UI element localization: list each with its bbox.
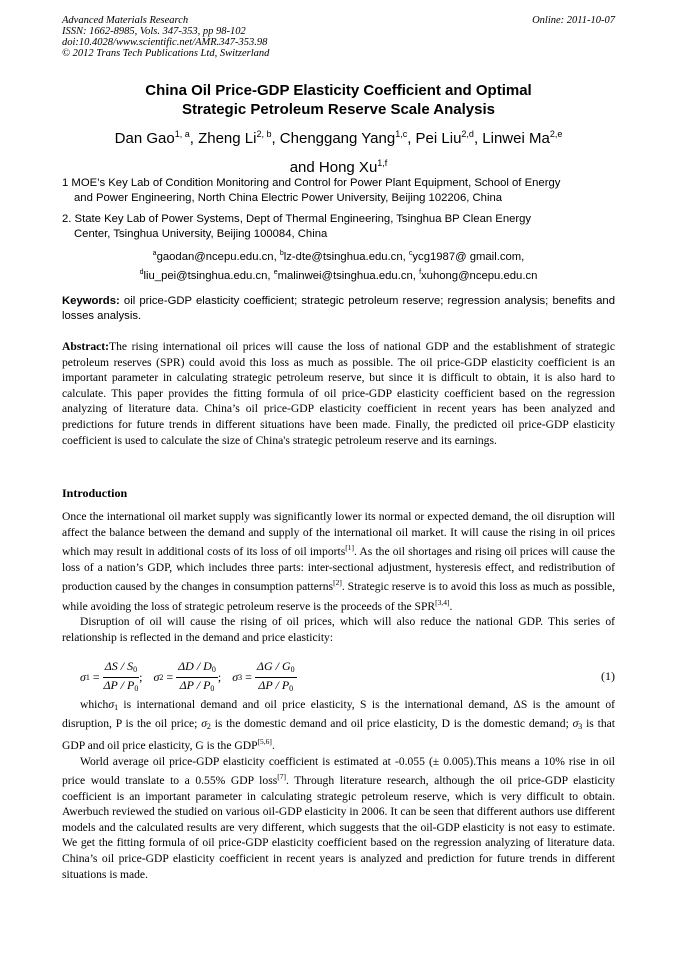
fraction xyxy=(255,659,297,696)
sigma-index: 3 xyxy=(578,721,583,731)
paper-title xyxy=(62,81,615,119)
doi: doi:10.4028/www.scientific.net/AMR.347-353.98 xyxy=(62,37,268,48)
title-line-2: Strategic Petroleum Reserve Scale Analysis xyxy=(182,101,495,118)
intro-text: . As the oil shortages and rising oil prices will cause the loss of a nation’s GDP, which includes three parts: inter-sectional adjustment, hysteresis effect, and redistribution of production caused by the changes in consumption patterns xyxy=(62,545,615,594)
author-name: Zheng Li xyxy=(198,130,257,147)
authors-and: and xyxy=(289,159,315,176)
email-sup: f xyxy=(419,268,422,276)
intro-text: Disruption of oil will cause the rising of oil prices, which will also reduce the national GDP. This series of relationship is reflected in the demand and price elasticity: xyxy=(62,615,615,644)
equation-number: (1) xyxy=(601,669,615,683)
equals-sign: = xyxy=(245,670,252,684)
sigma-index: 3 xyxy=(238,673,243,682)
citation: [7] xyxy=(277,772,286,782)
intro-text: is international demand and oil price elasticity, S is the international demand, xyxy=(118,698,514,711)
author-sup: 1, a xyxy=(174,129,190,139)
author-name: Pei Liu xyxy=(415,130,462,147)
intro-paragraph-2 xyxy=(62,614,615,645)
denominator: ΔP / P xyxy=(103,678,135,692)
subscript: 0 xyxy=(290,665,295,674)
denominator: ΔP / P xyxy=(258,678,290,692)
email-sup: c xyxy=(408,250,413,257)
copyright: © 2012 Trans Tech Publications Ltd, Switzerland xyxy=(62,48,270,59)
email-sup: a xyxy=(152,250,157,257)
equation-term-3 xyxy=(232,659,296,696)
sigma-index: 2 xyxy=(159,673,164,682)
author-name: Linwei Ma xyxy=(482,130,550,147)
intro-text: . xyxy=(449,599,453,613)
denominator: ΔP / P xyxy=(179,678,211,692)
introduction-body-1 xyxy=(62,509,615,645)
author-sup: 1,c xyxy=(395,129,408,139)
subscript: 0 xyxy=(211,665,216,674)
sigma-symbol: σ xyxy=(572,716,579,730)
keywords xyxy=(62,294,615,324)
fraction xyxy=(176,659,218,696)
author-sup: 2, b xyxy=(256,129,272,139)
title-line-1: China Oil Price-GDP Elasticity Coefficient and Optimal xyxy=(145,82,532,99)
email-sup: e xyxy=(273,268,278,276)
keywords-label: Keywords: xyxy=(62,295,120,307)
fraction xyxy=(103,659,139,696)
intro-text: is the domestic demand and oil price elasticity, D is the domestic demand; xyxy=(210,716,573,730)
email-sup: d xyxy=(139,268,144,276)
email-address: lz-dte@tsinghua.edu.cn, xyxy=(283,250,406,263)
journal-header xyxy=(62,15,269,59)
issn: ISSN: 1662-8985, Vols. 347-353, pp 98-102 xyxy=(62,26,246,37)
intro-text: . Through literature research, although the oil price-GDP elasticity coefficient is an important parameter in calculating strategic petroleum reserve, which is very difficult to obtain. Awerbuch reviewed the studied on various oil-GDP elasticity in 2006. It can be seen that different authors use different models and the calculated results are very different, which suggests that the oil-GDP elasticity is not easy to estimate. We get the fitting formula of oil price-GDP elasticity coefficient based on the regression analyzing of literature data. China’s oil price-GDP elasticity coefficient in recent years is analyzed and prediction for future trends in different situations is made. xyxy=(62,774,615,881)
equals-sign: = xyxy=(166,670,174,684)
equation-term-2 xyxy=(153,659,221,696)
journal-name: Advanced Materials Research xyxy=(62,15,189,26)
keywords-text: oil price-GDP elasticity coefficient; strategic petroleum reserve; regression analysis; benefits and losses analysis. xyxy=(62,295,615,322)
email-sup: b xyxy=(279,250,284,257)
intro-text: . xyxy=(271,739,275,753)
author-name: Dan Gao xyxy=(114,130,175,147)
intro-paragraph-3 xyxy=(62,697,615,754)
affiliation-1-line-2: and Power Engineering, North China Electric Power University, Beijing 102206, China xyxy=(74,192,503,204)
sigma-symbol: σ xyxy=(232,670,239,684)
sigma-index: 2 xyxy=(206,721,211,731)
intro-text: Once the international oil market supply was significantly lower its normal or expected demand, the oil disruption will affect the balance between the demand and supply of the international oil market. It will cause the rising in oil prices which may result in additional costs of its loss of oil imports xyxy=(62,510,615,559)
sigma-symbol: σ xyxy=(201,716,207,730)
author-name: Hong Xu xyxy=(318,159,378,176)
sigma-symbol: σ xyxy=(80,670,86,684)
introduction-body-2 xyxy=(62,697,615,882)
numerator: ΔG / G xyxy=(256,659,291,673)
intro-paragraph-4 xyxy=(62,754,615,883)
online-date: Online: 2011-10-07 xyxy=(532,15,615,26)
email-address: liu_pei@tsinghua.edu.cn, xyxy=(143,269,271,282)
affiliation-2-line-2: Center, Tsinghua University, Beijing 100084, China xyxy=(74,228,328,240)
intro-text: World average oil price-GDP elasticity coefficient is estimated at -0.055 (± 0.005).This means a 10% rise in oil price would translate to a 0.55% GDP loss xyxy=(62,754,615,788)
intro-text: is that GDP and oil price elasticity, G is the GDP xyxy=(62,716,615,753)
citation: [3,4] xyxy=(435,597,450,607)
abstract xyxy=(62,339,615,448)
delta-symbol: Δ xyxy=(513,698,521,711)
intro-paragraph-1 xyxy=(62,509,615,614)
author-sup: 2,e xyxy=(549,129,563,139)
subscript: 0 xyxy=(289,684,294,693)
email-address: gaodan@ncepu.edu.cn, xyxy=(156,250,277,263)
sigma-symbol: σ xyxy=(108,698,115,711)
email-address: xuhong@ncepu.edu.cn xyxy=(421,269,538,282)
citation: [5,6] xyxy=(257,737,272,747)
citation: [2] xyxy=(333,578,342,588)
affiliation-1 xyxy=(62,176,615,206)
separator: ; xyxy=(139,670,143,684)
abstract-text: The rising international oil prices will cause the loss of national GDP and the establishment of strategic petroleum reserves (SPR) could avoid this loss as much as possible. The oil price-GDP elasticity coefficient is an important parameter in calculating strategic petroleum reserve, but since it is difficult to obtain, it is also hard to calculate. This paper provides the fitting formula of oil price-GDP elasticity coefficient based on the regression analyzing of literature data. China’s oil price-GDP elasticity coefficient in recent years has been analyzed and predictions for future trends in different situations have been made. Finally, the predicted oil price-GDP elasticity coefficient is used to calculate the size of China's strategic petroleum reserve and its earnings. xyxy=(62,340,615,447)
author-sup: 1,f xyxy=(377,158,388,168)
sigma-index: 1 xyxy=(85,673,90,682)
sigma-index: 1 xyxy=(114,703,119,712)
abstract-label: Abstract: xyxy=(62,340,110,353)
numerator: ΔS / S xyxy=(104,659,134,673)
intro-text: which xyxy=(80,698,109,711)
citation: [1] xyxy=(345,543,354,553)
subscript: 0 xyxy=(210,684,215,693)
equals-sign: = xyxy=(92,670,100,684)
affiliation-2 xyxy=(62,212,615,242)
subscript: 0 xyxy=(133,665,138,674)
equation-term-1 xyxy=(80,659,142,696)
author-sup: 2,d xyxy=(461,129,474,139)
subscript: 0 xyxy=(134,684,139,693)
sigma-symbol: σ xyxy=(153,670,160,684)
email-address: ycg1987@ gmail.com, xyxy=(412,250,525,263)
intro-text: S is the amount of disruption, P is the oil price; xyxy=(62,698,615,730)
numerator: ΔD / D xyxy=(178,659,212,673)
affiliation-1-line-1: 1 MOE’s Key Lab of Condition Monitoring and Control for Power Plant Equipment, School of Energy xyxy=(62,177,561,189)
author-name: Chenggang Yang xyxy=(279,130,396,147)
section-heading-introduction: Introduction xyxy=(62,486,128,500)
equation-1 xyxy=(80,659,615,695)
author-list: Dan Gao$^{1, a}$, Zheng Li$^{2, b}$, Chenggang Yang$^{1,c}$, Pei Liu$^{2,d}$, Linwei Ma$^{2,e}$ and Hong Xu$^{1,f}$ xyxy=(114,129,563,176)
affiliation-2-line-1: 2. State Key Lab of Power Systems, Dept of Thermal Engineering, Tsinghua BP Clean Energy xyxy=(62,213,532,225)
email-address: malinwei@tsinghua.edu.cn, xyxy=(277,269,416,282)
email-list xyxy=(62,246,615,284)
intro-text: . Strategic reserve is to avoid this loss as much as possible, while avoiding the loss of strategic petroleum reserve is the proceeds of the SPR xyxy=(62,580,616,613)
separator: ; xyxy=(217,670,222,684)
